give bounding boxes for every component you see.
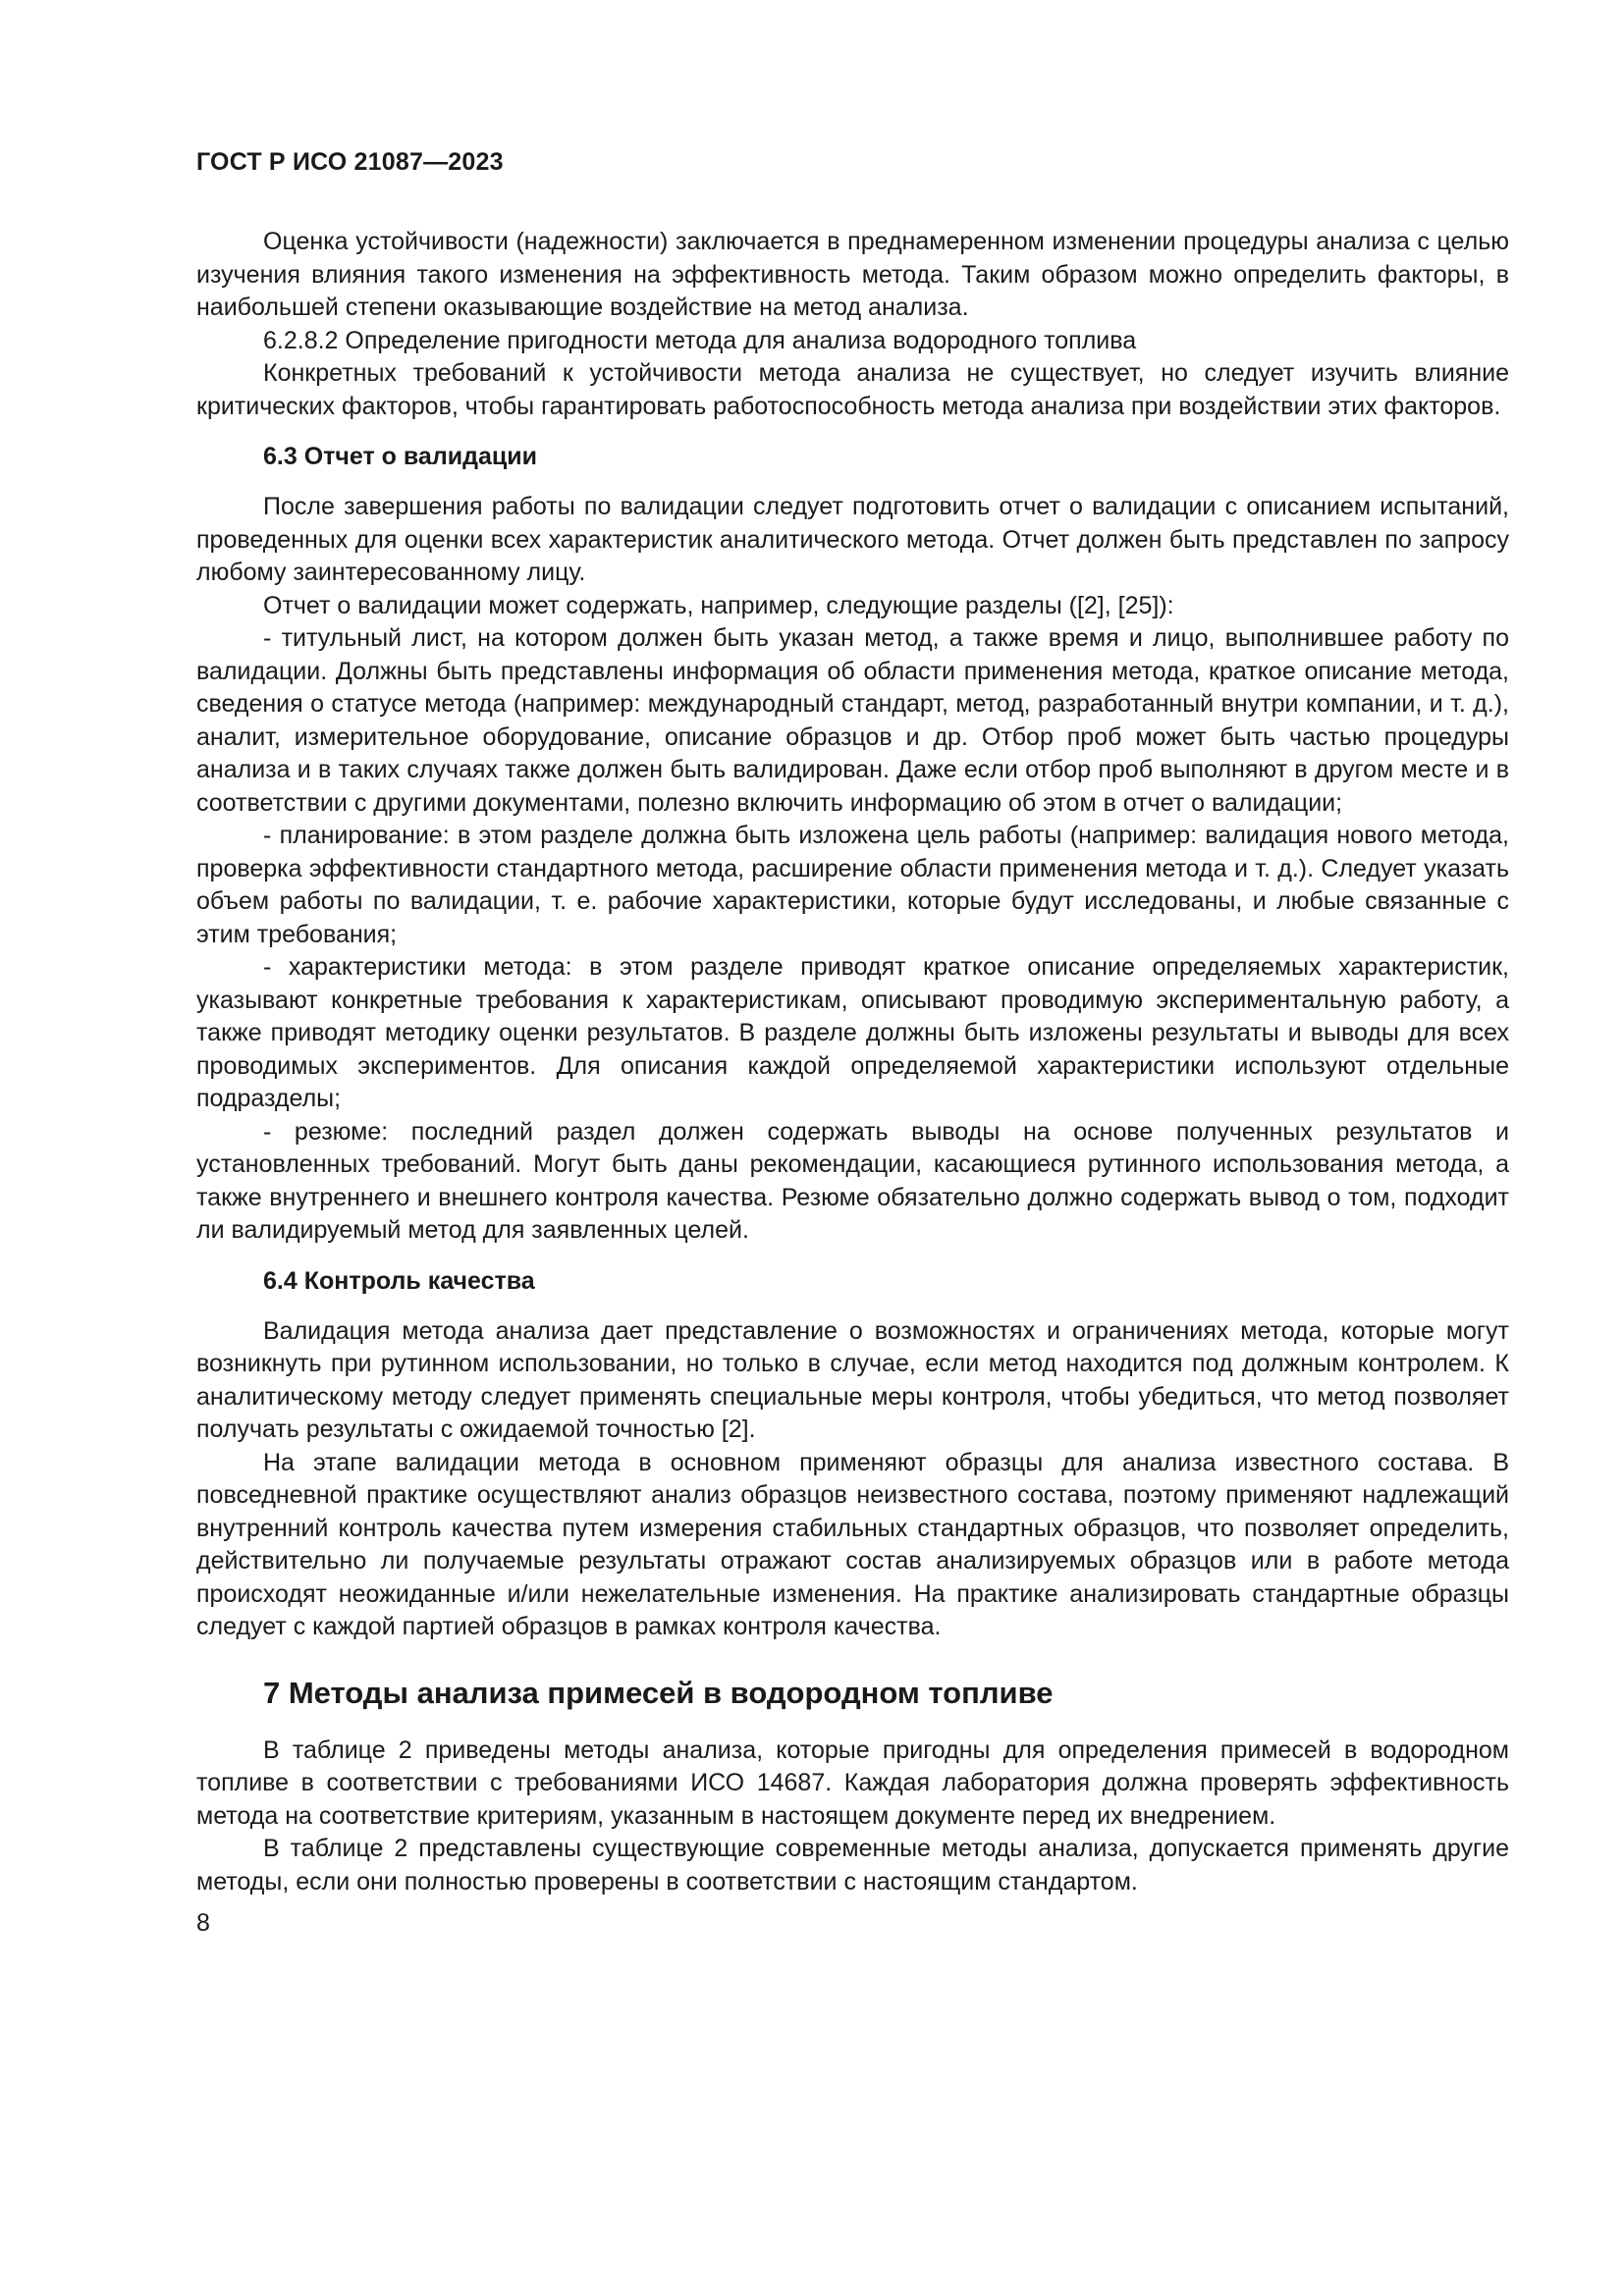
- list-item: - планирование: в этом разделе должна быть изложена цель работы (например: валидация нового метода, проверка эффективности стандартного метода, расширение области применения метода и т. д.). Следует указать объем работы по валидации, т. е. рабочие характеристики, которые будут исследованы, и любые связанные с этим требования;: [196, 822, 1509, 948]
- section-heading-6-4: 6.4 Контроль качества: [263, 1266, 535, 1295]
- paragraph: Конкретных требований к устойчивости метода анализа не существует, но следует изучить влияние критических факторов, чтобы гарантировать работоспособность метода анализа при воздействии этих факторов.: [196, 359, 1509, 420]
- document-header: ГОСТ Р ИСО 21087—2023: [196, 148, 504, 176]
- list-item: - титульный лист, на котором должен быть указан метод, а также время и лицо, выполнившее работу по валидации. Должны быть представлены информация об области применения метода, краткое описание метода, сведения о статусе метода (например: международный стандарт, метод, разработанный внутри компании, и т. д.), аналит, измерительное оборудование, описание образцов и др. Отбор проб может быть частью процедуры анализа и в таких случаях также должен быть валидирован. Даже если отбор проб выполняют в другом месте и в соответствии с другими документами, полезно включить информацию об этом в отчет о валидации;: [196, 624, 1509, 817]
- page-number: 8: [196, 1909, 210, 1937]
- section-heading-6-3: 6.3 Отчет о валидации: [263, 443, 537, 470]
- paragraph: Валидация метода анализа дает представление о возможностях и ограничениях метода, которые могут возникнуть при рутинном использовании, но только в случае, если метод находится под должным контролем. К аналитическому методу следует применять специальные меры контроля, чтобы убедиться, что метод позволяет получать результаты с ожидаемой точностью [2].: [196, 1316, 1509, 1443]
- list-item: - резюме: последний раздел должен содержать выводы на основе полученных результатов и установленных требований. Могут быть даны рекомендации, касающиеся рутинного использования метода, а также внутреннего и внешнего контроля качества. Резюме обязательно должно содержать вывод о том, подходит ли валидируемый метод для заявленных целей.: [196, 1117, 1509, 1244]
- paragraph: На этапе валидации метода в основном применяют образцы для анализа известного состава. В повседневной практике осуществляют анализ образцов неизвестного состава, поэтому применяют надлежащий внутренний контроль качества путем измерения стабильных стандартных образцов, что позволяет определить, действительно ли получаемые результаты отражают состав анализируемых образцов или в работе метода происходят неожиданные и/или нежелательные изменения. На практике анализировать стандартные образцы следует с каждой партией образцов в рамках контроля качества.: [196, 1448, 1509, 1640]
- list-item: - характеристики метода: в этом разделе приводят краткое описание определяемых характеристик, указывают конкретные требования к характеристикам, описывают проводимую экспериментальную работу, а также приводят методику оценки результатов. В разделе должны быть изложены результаты и выводы для всех проводимых экспериментов. Для описания каждой определяемой характеристики используют отдельные подразделы;: [196, 953, 1509, 1112]
- page-content: [196, 147, 1509, 1938]
- chapter-heading-7: 7 Методы анализа примесей в водородном топливе: [263, 1675, 1054, 1710]
- paragraph: После завершения работы по валидации следует подготовить отчет о валидации с описанием испытаний, проведенных для оценки всех характеристик аналитического метода. Отчет должен быть представлен по запросу любому заинтересованному лицу.: [196, 493, 1509, 586]
- subsection-title: 6.2.8.2 Определение пригодности метода для анализа водородного топлива: [263, 326, 1137, 354]
- paragraph: Отчет о валидации может содержать, например, следующие разделы ([2], [25]):: [263, 591, 1174, 619]
- paragraph: В таблице 2 представлены существующие современные методы анализа, допускается применять другие методы, если они полностью проверены в соответствии с настоящим стандартом.: [196, 1835, 1509, 1896]
- paragraph: Оценка устойчивости (надежности) заключается в преднамеренном изменении процедуры анализа с целью изучения влияния такого изменения на эффективность метода. Таким образом можно определить факторы, в наибольшей степени оказывающие воздействие на метод анализа.: [196, 228, 1509, 321]
- paragraph: В таблице 2 приведены методы анализа, которые пригодны для определения примесей в водородном топливе в соответствии с требованиями ИСО 14687. Каждая лаборатория должна проверять эффективность метода на соответствие критериям, указанным в настоящем документе перед их внедрением.: [196, 1735, 1509, 1830]
